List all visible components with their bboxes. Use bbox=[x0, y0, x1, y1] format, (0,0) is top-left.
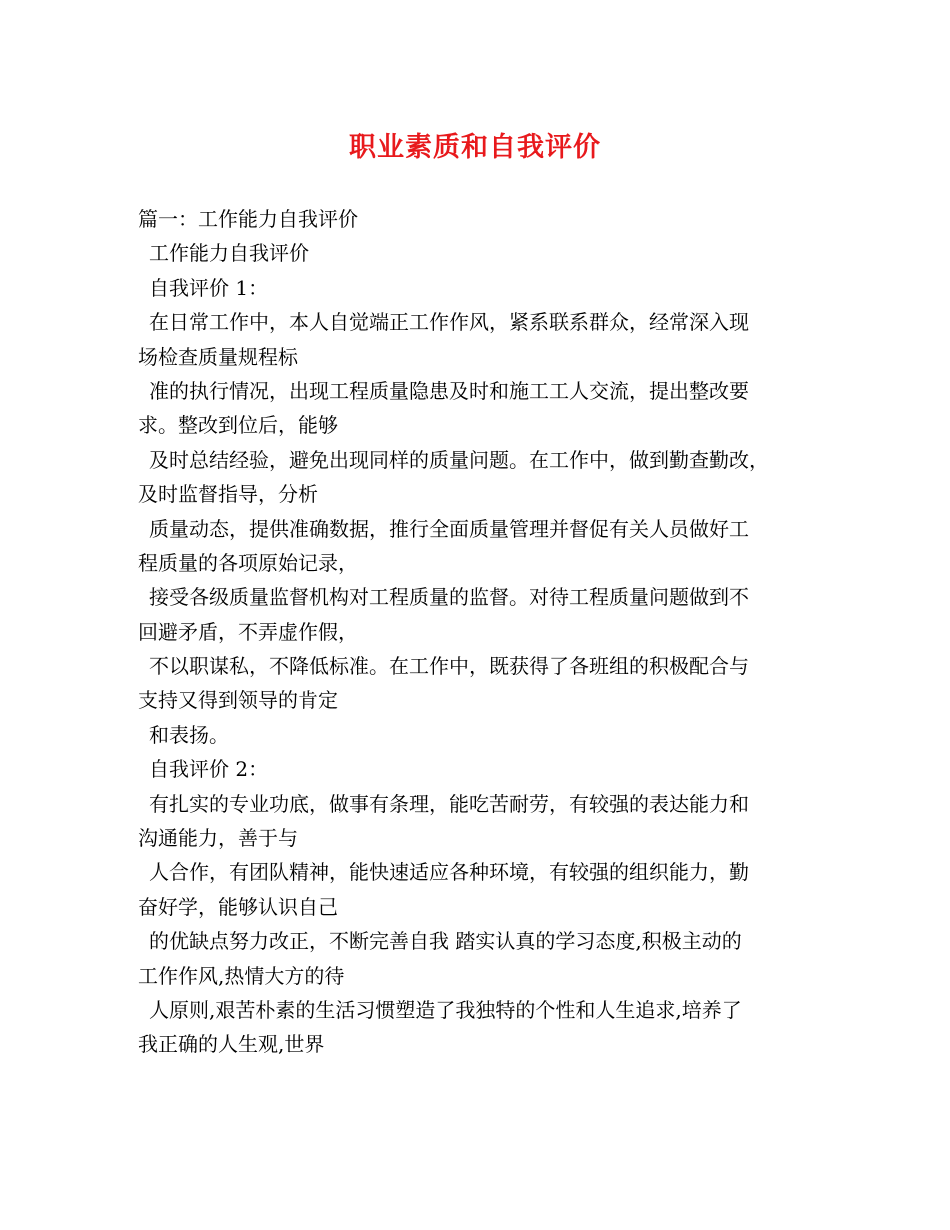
body-line: 我正确的人生观,世界 bbox=[138, 1032, 325, 1057]
body-line: 支持又得到领导的肯定 bbox=[138, 688, 338, 713]
body-line: 准的执行情况，出现工程质量隐患及时和施工工人交流，提出整改要 bbox=[149, 378, 749, 403]
body-line: 奋好学，能够认识自己 bbox=[138, 894, 338, 919]
body-line: 人原则,艰苦朴素的生活习惯塑造了我独特的个性和人生追求,培养了 bbox=[149, 997, 742, 1022]
body-line: 求。整改到位后，能够 bbox=[138, 413, 338, 438]
body-line: 篇一：工作能力自我评价 bbox=[138, 207, 358, 231]
body-line: 自我评价 1： bbox=[149, 275, 269, 300]
body-line: 和表扬。 bbox=[149, 722, 229, 747]
body-line: 及时总结经验，避免出现同样的质量问题。在工作中，做到勤查勤改， bbox=[149, 447, 769, 472]
body-line: 程质量的各项原始记录， bbox=[138, 550, 358, 575]
body-line: 工作能力自我评价 bbox=[149, 241, 309, 266]
body-line: 工作作风,热情大方的待 bbox=[138, 963, 345, 988]
body-line: 自我评价 2： bbox=[149, 757, 269, 782]
body-line: 在日常工作中，本人自觉端正工作作风，紧系联系群众，经常深入现 bbox=[149, 310, 749, 335]
body-line: 有扎实的专业功底，做事有条理，能吃苦耐劳，有较强的表达能力和 bbox=[149, 791, 749, 816]
body-line: 的优缺点努力改正，不断完善自我 踏实认真的学习态度,积极主动的 bbox=[149, 929, 742, 954]
body-line: 接受各级质量监督机构对工程质量的监督。对待工程质量问题做到不 bbox=[149, 585, 749, 610]
body-line: 不以职谋私，不降低标准。在工作中，既获得了各班组的积极配合与 bbox=[149, 654, 749, 679]
body-line: 沟通能力，善于与 bbox=[138, 826, 298, 851]
body-line: 场检查质量规程标 bbox=[138, 344, 298, 369]
body-line: 回避矛盾，不弄虚作假， bbox=[138, 619, 358, 644]
body-line: 及时监督指导，分析 bbox=[138, 482, 318, 507]
document-body bbox=[138, 202, 828, 1062]
document-title: 职业素质和自我评价 bbox=[349, 132, 601, 163]
body-line: 质量动态，提供准确数据，推行全面质量管理并督促有关人员做好工 bbox=[149, 516, 749, 541]
body-line: 人合作，有团队精神，能快速适应各种环境，有较强的组织能力，勤 bbox=[149, 860, 749, 885]
